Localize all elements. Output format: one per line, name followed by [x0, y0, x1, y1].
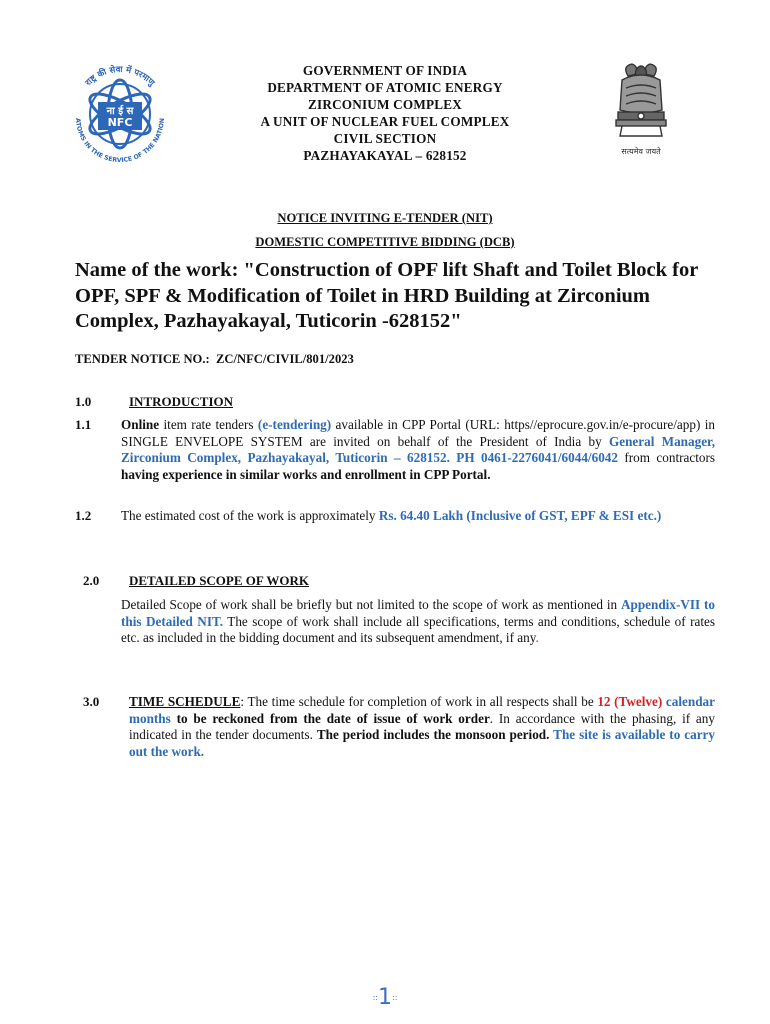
logo-abbr: NFC: [107, 116, 133, 129]
header-line: A UNIT OF NUCLEAR FUEL COMPLEX: [260, 114, 510, 129]
text-monsoon: The period includes the monsoon period.: [316, 727, 550, 743]
text-estimated-cost: Rs. 64.40 Lakh (Inclusive of GST, EPF & ESI etc.): [378, 508, 662, 523]
national-emblem: [608, 62, 674, 162]
paragraph-number: 1.1: [75, 417, 92, 432]
text-run: to be reckoned from the date of issue of work order: [170, 710, 490, 726]
section-heading-introduction: INTRODUCTION: [129, 394, 234, 409]
time-schedule-paragraph: [129, 694, 715, 760]
scope-paragraph: [121, 597, 715, 647]
text-run: The scope of work shall include all specifications, terms and conditions, schedule of rates etc. as included in the bidding document and its subsequent amendment, if any: [121, 613, 715, 646]
section-number: 2.0: [83, 573, 100, 588]
text-run: item rate tenders: [159, 417, 258, 432]
paragraph-number: 1.2: [75, 508, 92, 523]
logo-text-bottom: ATOMS IN THE SERVICE OF THE NATION: [73, 117, 167, 165]
text-run: . In accordance with the phasing, if any indicated in the tender documents.: [129, 710, 715, 743]
text-run: The estimated cost of the work is approximately: [121, 508, 379, 523]
work-name: Name of the work: "Construction of OPF lift Shaft and Toilet Block for OPF, SPF & Modification of Toilet in HRD Building at Zirconium Complex, Pazhayakayal, Tuticorin -628152": [75, 259, 698, 332]
text-general-manager: General Manager, Zirconium Complex, Pazhayakayal, Tuticorin – 628152. PH 0461-2276041/6044/6042: [121, 433, 715, 466]
text-run: .: [535, 630, 539, 646]
section-heading-time-schedule: TIME SCHEDULE: [129, 694, 241, 709]
text-online: Online: [121, 417, 160, 432]
page-number-left-mark: ::: [372, 993, 378, 1002]
notice-title: NOTICE INVITING E-TENDER (NIT): [277, 211, 493, 225]
text-run: available in CPP Portal (URL: https//eprocure.gov.in/e-procure/app) in SINGLE ENVELOPE SYSTEM are invited on behalf of the President of India by: [121, 417, 715, 449]
svg-text:राष्ट्र की सेवा में परमाणु: [83, 64, 157, 89]
section-number: 1.0: [75, 394, 92, 409]
emblem-motto: सत्यमेव जयते: [621, 147, 661, 156]
header-line: DEPARTMENT OF ATOMIC ENERGY: [267, 80, 503, 95]
logo-hindi-name: ना ई स: [106, 106, 134, 117]
section-number: 3.0: [83, 694, 100, 709]
tender-notice-value: ZC/NFC/CIVIL/801/2023: [216, 352, 354, 366]
text-calendar-months: calendar months: [129, 694, 715, 726]
text-twelve: 12 (Twelve): [597, 694, 663, 709]
text-e-tendering: (e-tendering): [257, 417, 332, 432]
header-line: ZIRCONIUM COMPLEX: [308, 97, 462, 112]
header-line: GOVERNMENT OF INDIA: [302, 63, 468, 78]
header-line: PAZHAYAKAYAL – 628152: [303, 148, 467, 163]
header-block: [190, 62, 580, 164]
text-run: : The time schedule for completion of work in all respects shall be: [240, 694, 598, 709]
section-heading-scope: DETAILED SCOPE OF WORK: [129, 573, 309, 588]
page-number-right-mark: ::: [392, 993, 398, 1002]
tender-notice-number: [75, 352, 354, 367]
page-number-value: 1: [378, 985, 392, 1010]
logo-text-top: राष्ट्र की सेवा में परमाणु: [83, 64, 157, 89]
text-run: Detailed Scope of work shall be briefly but not limited to the scope of work as mentioned in: [121, 597, 621, 612]
intro-paragraph-2: [121, 508, 715, 525]
page-number: [0, 985, 770, 1010]
text-appendix: Appendix-VII to this Detailed NIT.: [121, 597, 715, 629]
header-line: CIVIL SECTION: [333, 131, 437, 146]
tender-notice-label: TENDER NOTICE NO.:: [75, 352, 210, 366]
nfc-logo: [64, 58, 176, 170]
text-site-available: The site is available to carry out the work.: [129, 727, 715, 759]
bidding-type: DOMESTIC COMPETITIVE BIDDING (DCB): [255, 235, 515, 249]
text-run: from contractors: [617, 450, 716, 466]
text-experience: having experience in similar works and enrollment in CPP Portal.: [121, 466, 491, 482]
intro-paragraph-1: [121, 417, 715, 483]
